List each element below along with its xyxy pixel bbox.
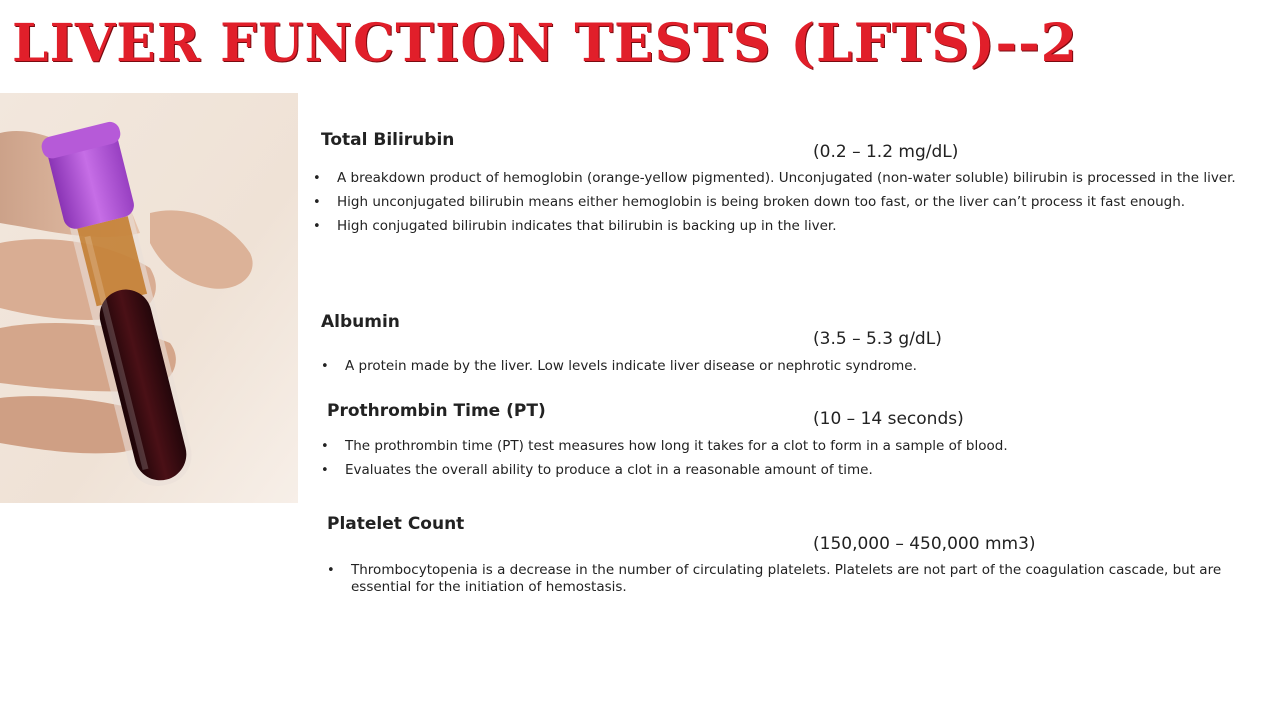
- bullet-text: A protein made by the liver. Low levels indicate liver disease or nephrotic syndrome.: [345, 358, 917, 374]
- list-item: [313, 170, 1243, 187]
- bullet-text: Evaluates the overall ability to produce a clot in a reasonable amount of time.: [345, 462, 873, 478]
- slide-title: LIVER FUNCTION TESTS (LFTS)--2: [12, 13, 1078, 74]
- bullet-icon: •: [321, 359, 329, 374]
- section-heading-platelet-count: Platelet Count: [327, 514, 465, 534]
- range-total-bilirubin: (0.2 – 1.2 mg/dL): [813, 142, 959, 162]
- bullet-text: The prothrombin time (PT) test measures how long it takes for a clot to form in a sample of blood.: [345, 438, 1008, 454]
- list-item: [321, 438, 1241, 455]
- section-heading-total-bilirubin: Total Bilirubin: [321, 130, 455, 150]
- range-prothrombin-time: (10 – 14 seconds): [813, 409, 964, 429]
- bullet-text: High conjugated bilirubin indicates that bilirubin is backing up in the liver.: [337, 218, 837, 234]
- bullet-icon: •: [313, 219, 321, 234]
- list-item: [321, 462, 1241, 479]
- bullet-list-prothrombin-time: [321, 438, 1241, 486]
- list-item: [313, 218, 1243, 235]
- bullet-list-total-bilirubin: [313, 170, 1243, 242]
- bullet-text: A breakdown product of hemoglobin (orange-yellow pigmented). Unconjugated (non-water soluble) bilirubin is processed in the liver.: [337, 170, 1236, 186]
- section-heading-prothrombin-time: Prothrombin Time (PT): [327, 401, 546, 421]
- bullet-text: High unconjugated bilirubin means either hemoglobin is being broken down too fast, or the liver can’t process it fast enough.: [337, 194, 1186, 210]
- list-item: [321, 358, 1241, 375]
- bullet-icon: •: [313, 195, 321, 210]
- range-albumin: (3.5 – 5.3 g/dL): [813, 329, 942, 349]
- bullet-icon: •: [321, 439, 329, 454]
- bullet-list-platelet-count: [327, 562, 1252, 603]
- bullet-icon: •: [327, 563, 335, 578]
- section-heading-albumin: Albumin: [321, 312, 400, 332]
- blood-tube-photo: [0, 93, 298, 503]
- bullet-icon: •: [313, 171, 321, 186]
- bullet-icon: •: [321, 463, 329, 478]
- list-item: [327, 562, 1252, 596]
- bullet-text: Thrombocytopenia is a decrease in the number of circulating platelets. Platelets are not part of the coagulation cascade, but are essential for the initiation of hemostasis.: [351, 562, 1222, 595]
- range-platelet-count: (150,000 – 450,000 mm3): [813, 534, 1036, 554]
- bullet-list-albumin: [321, 358, 1241, 382]
- list-item: [313, 194, 1243, 211]
